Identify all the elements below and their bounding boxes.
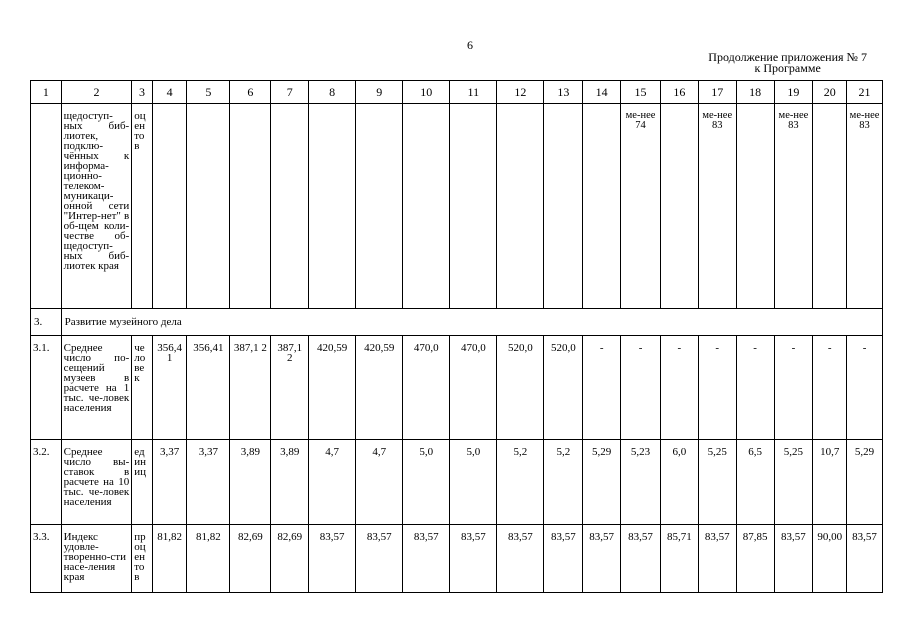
value-cell: 83,57 (497, 525, 544, 593)
continuation-heading (708, 52, 867, 74)
value-cell: 5,2 (544, 440, 583, 525)
value-cell (544, 104, 583, 309)
column-number: 21 (847, 81, 883, 104)
value-cell: - (660, 336, 698, 440)
value-cell: 82,69 (230, 525, 271, 593)
column-number: 8 (309, 81, 356, 104)
value-cell: - (774, 336, 813, 440)
value-cell: 3,37 (152, 440, 187, 525)
program-indicators-table (30, 80, 883, 593)
value-cell: 520,0 (544, 336, 583, 440)
column-number: 5 (187, 81, 230, 104)
value-cell: 81,82 (152, 525, 187, 593)
value-cell: 83,57 (774, 525, 813, 593)
table-row (31, 336, 883, 440)
value-cell: - (813, 336, 847, 440)
column-number: 15 (621, 81, 661, 104)
value-cell: ме-нее 83 (847, 104, 883, 309)
indicator-name: Среднее число вы-ставок в расчете на 10 тыс. че-ловек населения (61, 440, 132, 525)
value-cell (152, 104, 187, 309)
value-cell: 5,23 (621, 440, 661, 525)
value-cell: 5,29 (583, 440, 621, 525)
column-number: 4 (152, 81, 187, 104)
row-number: 3.1. (31, 336, 62, 440)
value-cell: ме-нее 83 (698, 104, 736, 309)
row-number: 3.2. (31, 440, 62, 525)
value-cell: - (736, 336, 774, 440)
value-cell: ме-нее 74 (621, 104, 661, 309)
value-cell: 6,5 (736, 440, 774, 525)
indicator-name: щедоступ-ных биб-лиотек, подклю-чённых к информа-ционно-телеком-муникаци-онной сети "Интер-нет" в об-щем коли-честве об-щедоступ-ных биб-лиотек края (61, 104, 132, 309)
value-cell: 356,4 1 (152, 336, 187, 440)
value-cell: 387,1 2 (271, 336, 309, 440)
value-cell: 4,7 (309, 440, 356, 525)
continuation-line-2: к Программе (754, 61, 821, 75)
value-cell: ме-нее 83 (774, 104, 813, 309)
column-number: 18 (736, 81, 774, 104)
column-number: 6 (230, 81, 271, 104)
value-cell: 420,59 (309, 336, 356, 440)
value-cell: 3,89 (230, 440, 271, 525)
value-cell (583, 104, 621, 309)
column-number: 11 (450, 81, 497, 104)
value-cell: 5,0 (403, 440, 450, 525)
continuation-line-1: Продолжение приложения № 7 (708, 50, 867, 64)
value-cell: 83,57 (698, 525, 736, 593)
section-number: 3. (31, 309, 62, 336)
value-cell: 90,00 (813, 525, 847, 593)
unit-of-measure: ед ин иц (132, 440, 152, 525)
value-cell: 87,85 (736, 525, 774, 593)
value-cell: 5,25 (698, 440, 736, 525)
value-cell: 81,82 (187, 525, 230, 593)
value-cell: 83,57 (847, 525, 883, 593)
column-number: 17 (698, 81, 736, 104)
value-cell: 520,0 (497, 336, 544, 440)
value-cell: 356,41 (187, 336, 230, 440)
value-cell: 420,59 (356, 336, 403, 440)
section-row (31, 309, 883, 336)
value-cell (230, 104, 271, 309)
value-cell: 83,57 (309, 525, 356, 593)
value-cell: 10,7 (813, 440, 847, 525)
value-cell: 82,69 (271, 525, 309, 593)
column-number: 12 (497, 81, 544, 104)
value-cell: - (698, 336, 736, 440)
column-number: 7 (271, 81, 309, 104)
value-cell: 5,0 (450, 440, 497, 525)
value-cell: 5,29 (847, 440, 883, 525)
value-cell (497, 104, 544, 309)
value-cell (736, 104, 774, 309)
column-number: 16 (660, 81, 698, 104)
column-number: 20 (813, 81, 847, 104)
value-cell (813, 104, 847, 309)
table-row (31, 440, 883, 525)
row-number: 3.3. (31, 525, 62, 593)
value-cell: - (847, 336, 883, 440)
table-row (31, 525, 883, 593)
value-cell (187, 104, 230, 309)
value-cell: 4,7 (356, 440, 403, 525)
value-cell: 83,57 (450, 525, 497, 593)
value-cell (271, 104, 309, 309)
value-cell: 83,57 (356, 525, 403, 593)
indicator-name: Среднее число по-сещений музеев в расчете на 1 тыс. че-ловек населения (61, 336, 132, 440)
table-row (31, 104, 883, 309)
value-cell: 3,37 (187, 440, 230, 525)
value-cell (660, 104, 698, 309)
value-cell (356, 104, 403, 309)
column-number: 9 (356, 81, 403, 104)
value-cell: 3,89 (271, 440, 309, 525)
value-cell: - (621, 336, 661, 440)
indicator-name: Индекс удовле-творенно-сти насе-ления края (61, 525, 132, 593)
value-cell: 5,25 (774, 440, 813, 525)
column-number: 13 (544, 81, 583, 104)
column-number: 14 (583, 81, 621, 104)
column-number-header (31, 81, 883, 104)
value-cell: 470,0 (450, 336, 497, 440)
column-number: 2 (61, 81, 132, 104)
value-cell (403, 104, 450, 309)
value-cell: 5,2 (497, 440, 544, 525)
value-cell (309, 104, 356, 309)
unit-of-measure: че ло ве к (132, 336, 152, 440)
row-number (31, 104, 62, 309)
column-number: 3 (132, 81, 152, 104)
section-title: Развитие музейного дела (61, 309, 882, 336)
value-cell: 83,57 (621, 525, 661, 593)
column-number: 1 (31, 81, 62, 104)
page-number: 6 (467, 38, 473, 52)
unit-of-measure: оц ен то в (132, 104, 152, 309)
column-number: 19 (774, 81, 813, 104)
column-number: 10 (403, 81, 450, 104)
value-cell: 6,0 (660, 440, 698, 525)
value-cell (450, 104, 497, 309)
value-cell: 83,57 (583, 525, 621, 593)
value-cell: 85,71 (660, 525, 698, 593)
unit-of-measure: пр оц ен то в (132, 525, 152, 593)
value-cell: - (583, 336, 621, 440)
value-cell: 83,57 (544, 525, 583, 593)
value-cell: 470,0 (403, 336, 450, 440)
value-cell: 387,1 2 (230, 336, 271, 440)
value-cell: 83,57 (403, 525, 450, 593)
